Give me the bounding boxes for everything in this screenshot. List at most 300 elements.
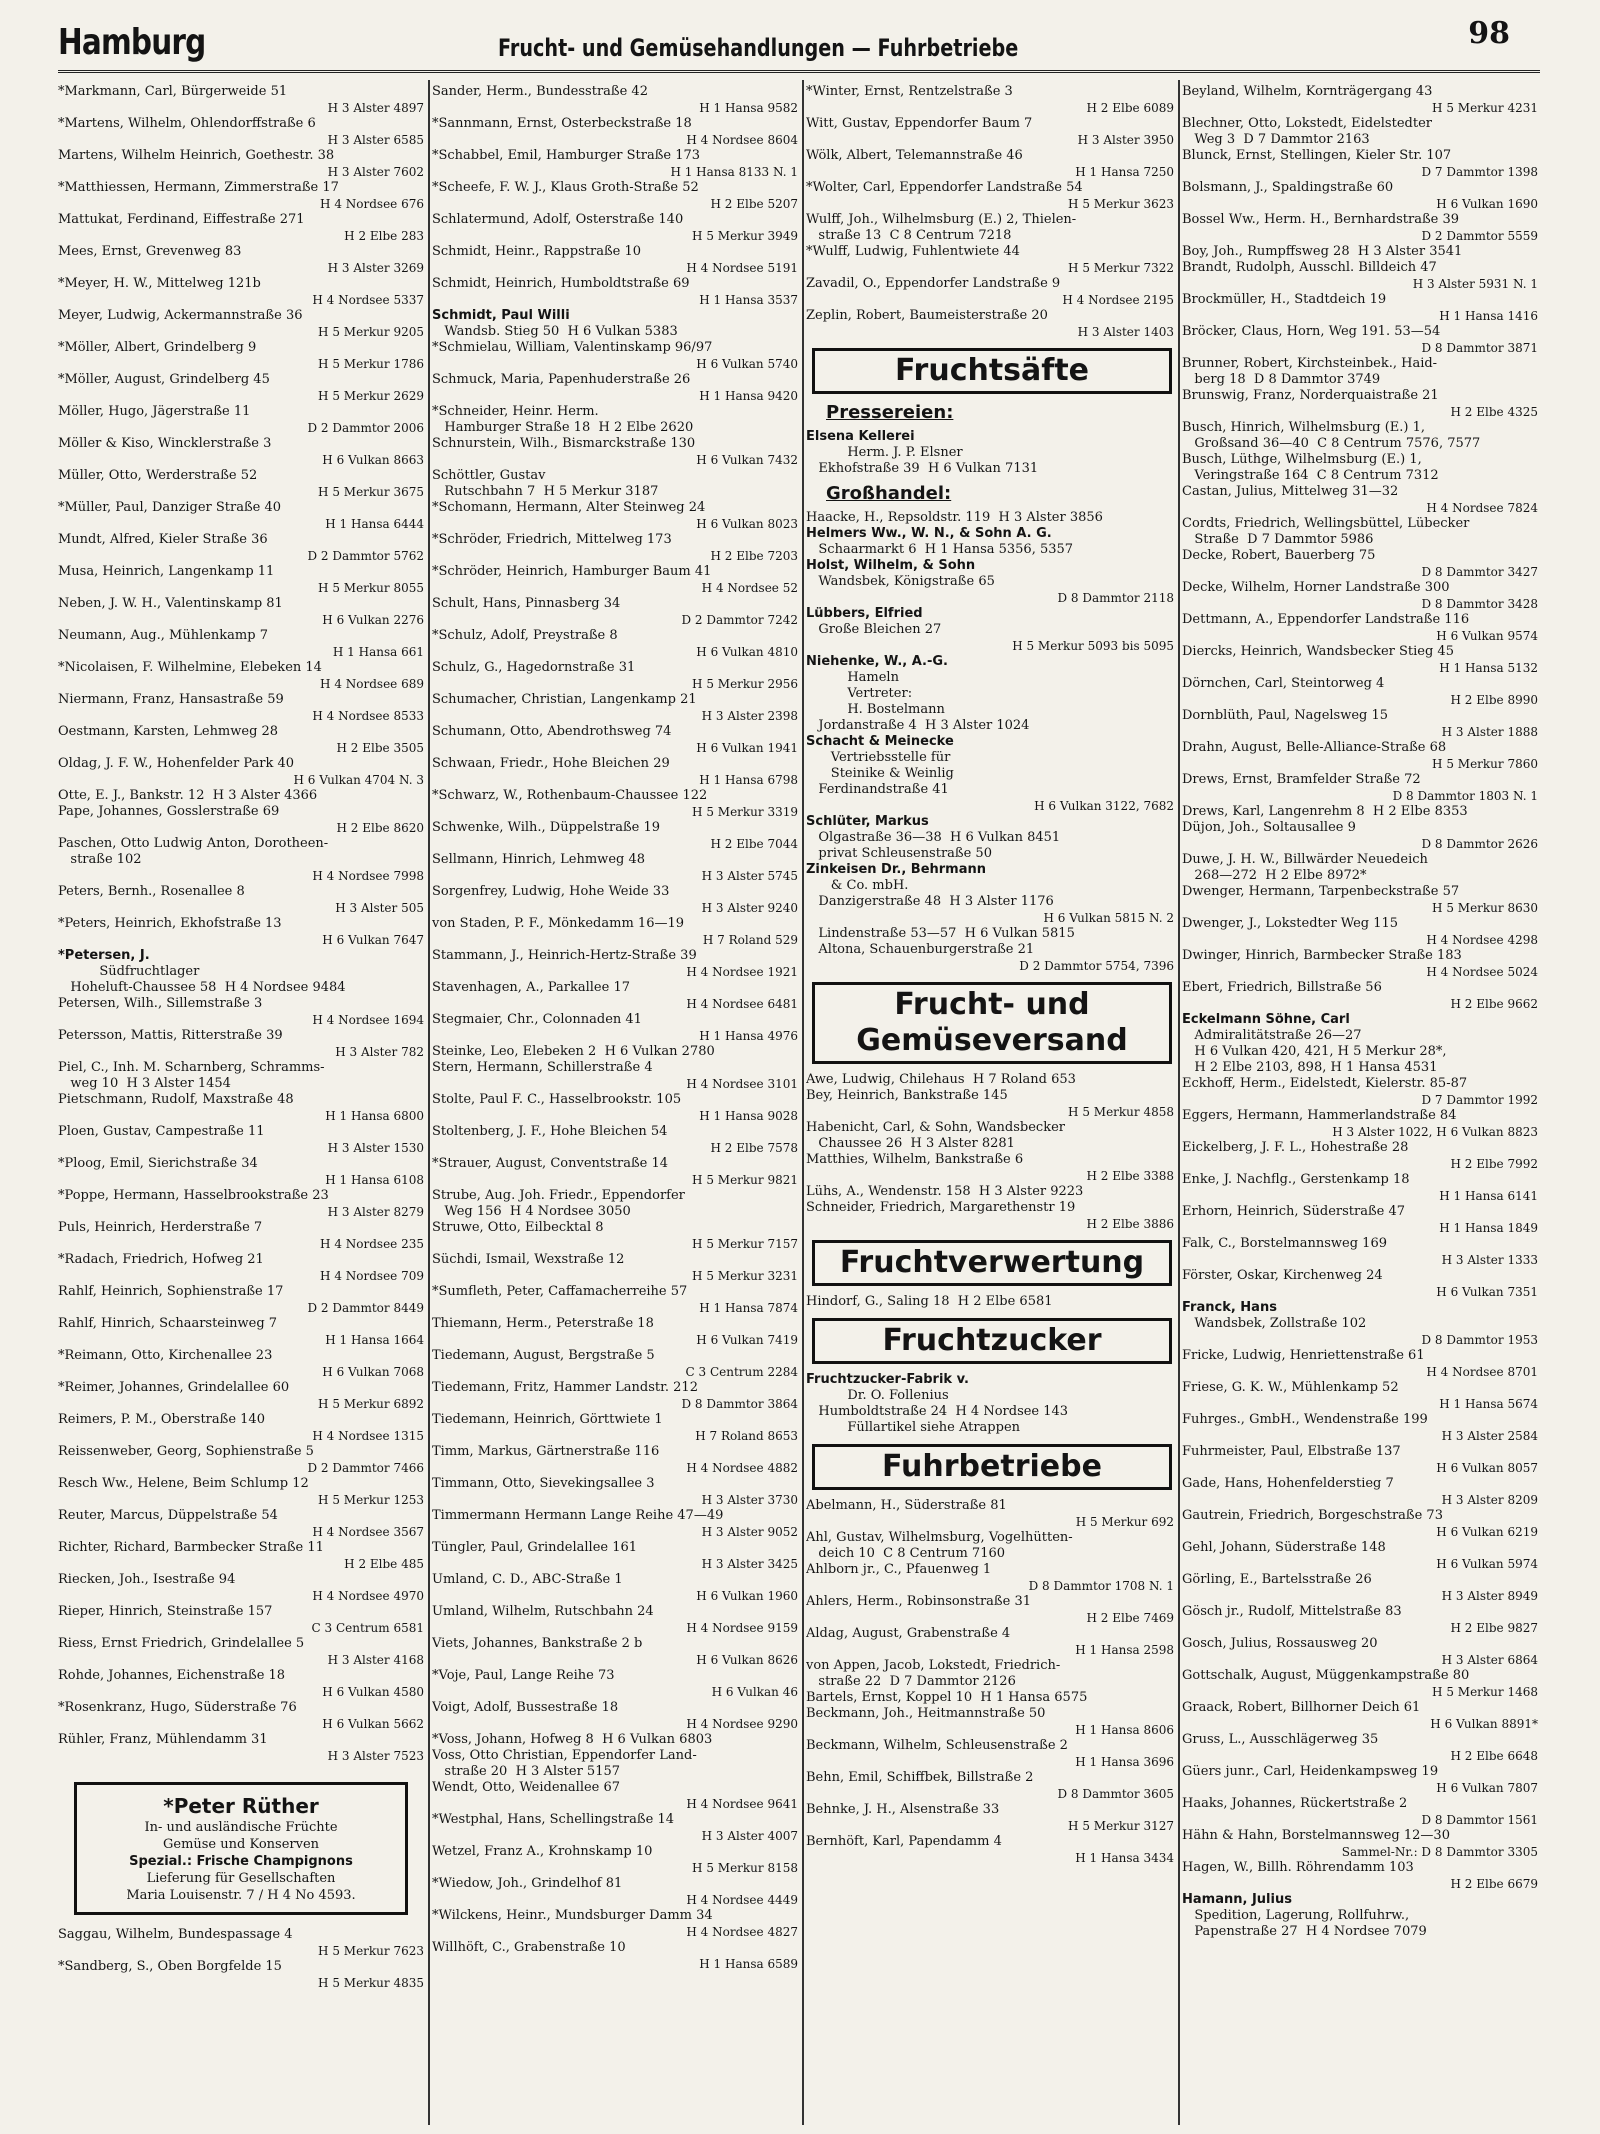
entry-text: Schnurstein, Wilh., Bismarckstraße 130: [432, 436, 696, 451]
entry-text: *Schabbel, Emil, Hamburger Straße 173: [432, 148, 701, 163]
directory-entry: [806, 1562, 1178, 1594]
directory-entry: [1182, 1268, 1542, 1300]
entry-text: Umland, Wilhelm, Rutschbahn 24: [432, 1604, 654, 1619]
entry-text: Altona, Schauenburgerstraße 21: [806, 942, 1035, 957]
directory-entry: [432, 1444, 802, 1476]
entry-phone: H 5 Merkur 2956: [692, 677, 798, 691]
entry-phone: H 4 Nordsee 1921: [686, 965, 798, 979]
entry-text: Wulff, Joh., Wilhelmsburg (E.) 2, Thielen-: [806, 212, 1077, 227]
entry-phone: H 4 Nordsee 3101: [686, 1077, 798, 1091]
entry-text: Resch Ww., Helene, Beim Schlump 12: [58, 1476, 309, 1491]
directory-entry: [432, 1044, 802, 1060]
directory-entry: [1182, 1076, 1542, 1108]
entry-text: Blechner, Otto, Lokstedt, Eidelstedter: [1182, 116, 1432, 131]
entry-phone: H 6 Vulkan 8057: [1436, 1461, 1538, 1475]
subheading-grosshandel: Großhandel:: [826, 483, 952, 504]
entry-phone: H 4 Nordsee 9641: [686, 1797, 798, 1811]
entry-text: Schmidt, Paul Willi: [432, 308, 570, 323]
entry-phone: H 2 Elbe 6679: [1450, 1877, 1538, 1891]
entry-phone: H 1 Hansa 6444: [325, 517, 424, 531]
directory-entry: [432, 372, 802, 404]
directory-entry: [58, 1348, 428, 1380]
entry-text: Wetzel, Franz A., Krohnskamp 10: [432, 1844, 653, 1859]
directory-entry: [432, 116, 802, 148]
directory-entry: [806, 1420, 1178, 1436]
entry-text: Bernhöft, Karl, Papendamm 4: [806, 1834, 1002, 1849]
directory-entry: [58, 1508, 428, 1540]
directory-entry: [806, 180, 1178, 212]
directory-entry: [1182, 436, 1542, 452]
directory-entry: [806, 212, 1178, 228]
entry-text: Timmann, Otto, Sievekingsallee 3: [432, 1476, 655, 1491]
entry-phone: H 3 Alster 9052: [701, 1525, 798, 1539]
entry-phone: H 6 Vulkan 1690: [1436, 197, 1538, 211]
directory-entry: [432, 852, 802, 884]
entry-text: Thiemann, Herm., Peterstraße 18: [432, 1316, 654, 1331]
directory-entry: [1182, 1380, 1542, 1412]
entry-phone: C 3 Centrum 6581: [311, 1621, 424, 1635]
entry-text: *Winter, Ernst, Rentzelstraße 3: [806, 84, 1013, 99]
entry-phone: D 8 Dammtor 1803 N. 1: [1392, 789, 1538, 803]
entry-text: Gautrein, Friedrich, Borgeschstraße 73: [1182, 1508, 1443, 1523]
directory-entry: [1182, 548, 1542, 580]
directory-entry: [1182, 612, 1542, 644]
directory-entry: [58, 1060, 428, 1076]
directory-entry: [1182, 1300, 1542, 1316]
entry-text: deich 10 C 8 Centrum 7160: [806, 1546, 1006, 1561]
entry-phone: Sammel-Nr.: D 8 Dammtor 3305: [1341, 1845, 1538, 1859]
entry-phone: H 3 Alster 782: [335, 1045, 424, 1059]
entry-text: Eckhoff, Herm., Eidelstedt, Kielerstr. 85-87: [1182, 1076, 1468, 1091]
entry-text: Diercks, Heinrich, Wandsbecker Stieg 45: [1182, 644, 1454, 659]
entry-text: Beyland, Wilhelm, Kornträgergang 43: [1182, 84, 1433, 99]
entry-text: Förster, Oskar, Kirchenweg 24: [1182, 1268, 1383, 1283]
entry-phone: H 4 Nordsee 9159: [686, 1621, 798, 1635]
entry-phone: H 1 Hansa 3537: [699, 293, 798, 307]
directory-entry: [58, 1732, 428, 1764]
directory-entry: [432, 980, 802, 1012]
directory-entry: [1182, 1108, 1542, 1140]
entry-text: *Markmann, Carl, Bürgerweide 51: [58, 84, 288, 99]
advert-line: Maria Louisenstr. 7 / H 4 No 4593.: [126, 1888, 356, 1903]
entry-phone: H 4 Nordsee 5337: [312, 293, 424, 307]
entry-text: Timmermann Hermann Lange Reihe 47—49: [432, 1508, 724, 1523]
directory-entry: [806, 1706, 1178, 1738]
entry-phone: H 5 Merkur 3675: [318, 485, 424, 499]
entry-text: Richter, Richard, Barmbecker Straße 11: [58, 1540, 324, 1555]
entry-phone: H 6 Vulkan 3122, 7682: [1034, 799, 1174, 813]
directory-entry: [58, 1220, 428, 1252]
directory-entry: [432, 180, 802, 212]
directory-entry: [58, 1316, 428, 1348]
directory-entry: [1182, 484, 1542, 516]
directory-entry: [1182, 1636, 1542, 1668]
directory-entry: [432, 596, 802, 628]
entry-phone: H 2 Elbe 7469: [1086, 1611, 1174, 1625]
entry-text: Stavenhagen, A., Parkallee 17: [432, 980, 630, 995]
entry-text: Puls, Heinrich, Herderstraße 7: [58, 1220, 263, 1235]
directory-entry: [806, 558, 1178, 574]
entry-text: Steinike & Weinlig: [806, 766, 954, 781]
entry-text: Oestmann, Karsten, Lehmweg 28: [58, 724, 279, 739]
entry-text: Stern, Hermann, Schillerstraße 4: [432, 1060, 653, 1075]
directory-entry: [806, 574, 1178, 606]
directory-entry: [806, 926, 1178, 942]
entry-text: *Wilckens, Heinr., Mundsburger Damm 34: [432, 1908, 713, 1923]
directory-entry: [432, 1572, 802, 1604]
entry-text: Neumann, Aug., Mühlenkamp 7: [58, 628, 268, 643]
advert-line: Gemüse und Konserven: [162, 1837, 320, 1852]
entry-text: Tüngler, Paul, Grindelallee 161: [432, 1540, 638, 1555]
entry-text: Boy, Joh., Rumpffsweg 28 H 3 Alster 3541: [1182, 244, 1463, 259]
directory-entry: [806, 750, 1178, 766]
directory-entry: [1182, 292, 1542, 324]
entry-phone: H 1 Hansa 5132: [1439, 661, 1538, 675]
entry-text: *Radach, Friedrich, Hofweg 21: [58, 1252, 264, 1267]
directory-entry: [1182, 372, 1542, 388]
entry-phone: H 2 Elbe 7203: [710, 549, 798, 563]
directory-entry: [1182, 1316, 1542, 1348]
entry-phone: H 4 Nordsee 3567: [312, 1525, 424, 1539]
entry-phone: H 2 Elbe 9827: [1450, 1621, 1538, 1635]
directory-entry: [432, 468, 802, 484]
entry-text: *Wiedow, Joh., Grindelhof 81: [432, 1876, 623, 1891]
entry-text: *Schröder, Heinrich, Hamburger Baum 41: [432, 564, 712, 579]
entry-phone: H 2 Elbe 3505: [336, 741, 424, 755]
entry-text: Cordts, Friedrich, Wellingsbüttel, Lübecker: [1182, 516, 1470, 531]
directory-entry: [58, 852, 428, 884]
entry-text: Petersson, Mattis, Ritterstraße 39: [58, 1028, 283, 1043]
directory-entry: [58, 468, 428, 500]
entry-phone: H 3 Alster 6585: [327, 133, 424, 147]
entry-text: *Sannmann, Ernst, Osterbeckstraße 18: [432, 116, 692, 131]
entry-text: Möller & Kiso, Wincklerstraße 3: [58, 436, 272, 451]
entry-phone: H 2 Elbe 3388: [1086, 1169, 1174, 1183]
entry-phone: H 7 Roland 8653: [695, 1429, 798, 1443]
entry-phone: H 2 Elbe 9662: [1450, 997, 1538, 1011]
directory-entry: [806, 445, 1178, 461]
entry-text: Schmidt, Heinr., Rappstraße 10: [432, 244, 641, 259]
directory-entry: [1182, 868, 1542, 884]
entry-text: weg 10 H 3 Alster 1454: [58, 1076, 231, 1091]
entry-phone: H 5 Merkur 7623: [318, 1944, 424, 1958]
entry-text: Witt, Gustav, Eppendorfer Baum 7: [806, 116, 1033, 131]
directory-entry: [1182, 244, 1542, 260]
entry-text: Tiedemann, Fritz, Hammer Landstr. 212: [432, 1380, 698, 1395]
directory-entry: [432, 500, 802, 532]
entry-phone: H 3 Alster 1403: [1077, 325, 1174, 339]
entry-text: berg 18 D 8 Dammtor 3749: [1182, 372, 1381, 387]
column-rule: [802, 80, 804, 2125]
entry-phone: H 5 Merkur 4835: [318, 1976, 424, 1990]
directory-entry: [58, 212, 428, 244]
directory-entry: [806, 1088, 1178, 1120]
entry-text: *Schwarz, W., Rothenbaum-Chaussee 122: [432, 788, 708, 803]
entry-text: Ploen, Gustav, Campestraße 11: [58, 1124, 265, 1139]
directory-entry: [806, 542, 1178, 558]
directory-entry: [1182, 1924, 1542, 1940]
directory-entry: [432, 276, 802, 308]
entry-text: Reissenweber, Georg, Sophienstraße 5: [58, 1444, 314, 1459]
column-1: [58, 84, 428, 2124]
entry-text: Busch, Lüthge, Wilhelmsburg (E.) 1,: [1182, 452, 1422, 467]
entry-phone: H 5 Merkur 2629: [318, 389, 424, 403]
directory-entry: [58, 836, 428, 852]
entry-phone: H 1 Hansa 3696: [1075, 1755, 1174, 1769]
entry-text: Danzigerstraße 48 H 3 Alster 1176: [806, 894, 1054, 909]
entry-text: Elsena Kellerei: [806, 429, 915, 444]
directory-entry: [806, 1388, 1178, 1404]
directory-entry: [1182, 1044, 1542, 1060]
directory-entry: [1182, 1828, 1542, 1860]
entry-phone: H 6 Vulkan 1941: [696, 741, 798, 755]
directory-entry: [806, 878, 1178, 894]
entry-text: Gehl, Johann, Süderstraße 148: [1182, 1540, 1386, 1555]
entry-phone: H 4 Nordsee 7998: [312, 869, 424, 883]
directory-entry: [806, 670, 1178, 686]
entry-phone: H 2 Elbe 3886: [1086, 1217, 1174, 1231]
entry-text: Großsand 36—40 C 8 Centrum 7576, 7577: [1182, 436, 1481, 451]
directory-entry: [432, 1780, 802, 1812]
entry-text: *Voss, Johann, Hofweg 8 H 6 Vulkan 6803: [432, 1732, 713, 1747]
entry-text: Vertreter:: [806, 686, 913, 701]
directory-entry: [1182, 1012, 1542, 1028]
entry-text: *Westphal, Hans, Schellingstraße 14: [432, 1812, 674, 1827]
directory-entry: [432, 1204, 802, 1220]
entry-phone: H 6 Vulkan 5662: [322, 1717, 424, 1731]
directory-entry: [1182, 132, 1542, 148]
entry-text: straße 20 H 3 Alster 5157: [432, 1764, 621, 1779]
directory-entry: [58, 1572, 428, 1604]
entry-text: Zinkeisen Dr., Behrmann: [806, 862, 987, 877]
entry-phone: H 2 Elbe 7992: [1450, 1157, 1538, 1171]
directory-entry: [432, 212, 802, 244]
entry-phone: D 2 Dammtor 7466: [307, 1461, 424, 1475]
entry-phone: H 4 Nordsee 7824: [1426, 501, 1538, 515]
directory-entry: [806, 894, 1178, 910]
directory-entry: [58, 1700, 428, 1732]
entry-text: Sorgenfrey, Ludwig, Hohe Weide 33: [432, 884, 670, 899]
directory-entry: [1182, 452, 1542, 468]
entry-phone: H 1 Hansa 8606: [1075, 1723, 1174, 1737]
directory-entry: [1182, 1476, 1542, 1508]
entry-text: Falk, C., Borstelmannsweg 169: [1182, 1236, 1387, 1251]
entry-text: Olgastraße 36—38 H 6 Vulkan 8451: [806, 830, 1061, 845]
entry-text: *Peters, Heinrich, Ekhofstraße 13: [58, 916, 282, 931]
entry-text: *Sumfleth, Peter, Caffamacherreihe 57: [432, 1284, 688, 1299]
entry-text: Güers junr., Carl, Heidenkampsweg 19: [1182, 1764, 1439, 1779]
entry-text: Schwaan, Friedr., Hohe Bleichen 29: [432, 756, 670, 771]
entry-phone: H 1 Hansa 1849: [1439, 1221, 1538, 1235]
entry-text: *Matthiessen, Hermann, Zimmerstraße 17: [58, 180, 339, 195]
entry-text: Ekhofstraße 39 H 6 Vulkan 7131: [806, 461, 1039, 476]
directory-entry: [432, 1252, 802, 1284]
directory-entry: [58, 756, 428, 788]
directory-entry: [58, 980, 428, 996]
directory-entry: [806, 429, 1178, 445]
directory-entry: [1182, 356, 1542, 372]
entry-phone: H 1 Hansa 9582: [699, 101, 798, 115]
entry-text: *Müller, Paul, Danziger Straße 40: [58, 500, 282, 515]
entry-phone: H 6 Vulkan 4580: [322, 1685, 424, 1699]
directory-entry: [432, 148, 802, 180]
entry-phone: H 4 Nordsee 235: [320, 1237, 424, 1251]
entry-text: *Möller, August, Grindelberg 45: [58, 372, 270, 387]
entry-phone: H 4 Nordsee 1315: [312, 1429, 424, 1443]
entry-phone: H 3 Alster 8209: [1441, 1493, 1538, 1507]
directory-entry: [806, 1184, 1178, 1200]
entry-phone: H 6 Vulkan 6219: [1436, 1525, 1538, 1539]
entry-text: Musa, Heinrich, Langenkamp 11: [58, 564, 275, 579]
entry-text: *Wolter, Carl, Eppendorfer Landstraße 54: [806, 180, 1083, 195]
directory-entry: [432, 564, 802, 596]
entry-phone: H 4 Nordsee 4970: [312, 1589, 424, 1603]
entry-text: Decke, Wilhelm, Horner Landstraße 300: [1182, 580, 1450, 595]
directory-entry: [432, 1156, 802, 1188]
entry-phone: H 3 Alster 8279: [327, 1205, 424, 1219]
entry-text: Castan, Julius, Mittelweg 31—32: [1182, 484, 1399, 499]
directory-entry: [432, 340, 802, 372]
entry-phone: H 5 Merkur 3231: [692, 1269, 798, 1283]
directory-entry: [806, 766, 1178, 782]
entry-text: Ahlers, Herm., Robinsonstraße 31: [806, 1594, 1031, 1609]
entry-text: Wendt, Otto, Weidenallee 67: [432, 1780, 621, 1795]
entry-text: Meyer, Ludwig, Ackermannstraße 36: [58, 308, 303, 323]
directory-entry: [432, 436, 802, 468]
heading-fruchtsaefte: Fruchtsäfte: [812, 348, 1172, 394]
directory-entry: [1182, 1444, 1542, 1476]
directory-entry: [432, 1284, 802, 1316]
entry-text: Zavadil, O., Eppendorfer Landstraße 9: [806, 276, 1061, 291]
directory-entry: [58, 964, 428, 980]
entry-text: Lindenstraße 53—57 H 6 Vulkan 5815: [806, 926, 1075, 941]
entry-text: Vertriebsstelle für: [806, 750, 951, 765]
entry-phone: H 1 Hansa 2598: [1075, 1643, 1174, 1657]
directory-entry: [58, 532, 428, 564]
directory-entry: [806, 1120, 1178, 1136]
entry-phone: H 3 Alster 505: [335, 901, 424, 915]
directory-entry: [58, 404, 428, 436]
directory-entry: [58, 116, 428, 148]
entry-text: Gade, Hans, Hohenfelderstieg 7: [1182, 1476, 1394, 1491]
entry-text: Schumann, Otto, Abendrothsweg 74: [432, 724, 672, 739]
entry-phone: H 2 Elbe 7578: [710, 1141, 798, 1155]
entry-text: Rutschbahn 7 H 5 Merkur 3187: [432, 484, 659, 499]
entry-phone: D 8 Dammtor 3864: [681, 1397, 798, 1411]
directory-entry: [1182, 180, 1542, 212]
directory-entry: [58, 180, 428, 212]
entry-text: Otte, E. J., Bankstr. 12 H 3 Alster 4366: [58, 788, 318, 803]
entry-phone: H 2 Elbe 485: [344, 1557, 424, 1571]
entry-phone: H 6 Vulkan 4810: [696, 645, 798, 659]
entry-text: Schulz, G., Hagedornstraße 31: [432, 660, 636, 675]
entry-text: Zeplin, Robert, Baumeisterstraße 20: [806, 308, 1048, 323]
entry-text: Humboldtstraße 24 H 4 Nordsee 143: [806, 1404, 1069, 1419]
entry-text: Schumacher, Christian, Langenkamp 21: [432, 692, 697, 707]
entry-phone: H 2 Elbe 5207: [710, 197, 798, 211]
entry-text: Graack, Robert, Billhorner Deich 61: [1182, 1700, 1421, 1715]
entry-text: Dwinger, Hinrich, Barmbecker Straße 183: [1182, 948, 1462, 963]
entry-phone: H 2 Elbe 6089: [1086, 101, 1174, 115]
heading-versand: Frucht- und Gemüseversand: [812, 982, 1172, 1064]
entry-phone: H 5 Merkur 7322: [1068, 261, 1174, 275]
directory-entry: [432, 756, 802, 788]
entry-phone: H 1 Hansa 6589: [699, 1957, 798, 1971]
entry-phone: H 2 Elbe 4325: [1450, 405, 1538, 419]
entry-text: Gottschalk, August, Müggenkampstraße 80: [1182, 1668, 1470, 1683]
entry-text: Decke, Robert, Bauerberg 75: [1182, 548, 1376, 563]
entry-phone: H 6 Vulkan 5974: [1436, 1557, 1538, 1571]
directory-entry: [432, 1732, 802, 1748]
directory-entry: [1182, 116, 1542, 132]
entry-phone: H 1 Hansa 9420: [699, 389, 798, 403]
directory-entry: [806, 1594, 1178, 1626]
entry-text: Sander, Herm., Bundesstraße 42: [432, 84, 648, 99]
entry-text: *Nicolaisen, F. Wilhelmine, Elebeken 14: [58, 660, 322, 675]
directory-entry: [58, 916, 428, 948]
directory-entry: [806, 526, 1178, 542]
directory-entry: [1182, 532, 1542, 548]
entry-phone: H 6 Vulkan 4704 N. 3: [293, 773, 424, 787]
entry-text: Viets, Johannes, Bankstraße 2 b: [432, 1636, 643, 1651]
entry-text: Gösch jr., Rudolf, Mittelstraße 83: [1182, 1604, 1402, 1619]
entry-text: Stolte, Paul F. C., Hasselbrookstr. 105: [432, 1092, 682, 1107]
entry-text: Dettmann, A., Eppendorfer Landstraße 116: [1182, 612, 1470, 627]
entry-phone: D 2 Dammtor 8449: [307, 1301, 424, 1315]
peter-ruether-advert: [74, 1782, 408, 1915]
entry-text: Haacke, H., Repsoldstr. 119 H 3 Alster 3856: [806, 510, 1103, 525]
entry-text: H. Bostelmann: [806, 702, 945, 717]
directory-entry: [432, 916, 802, 948]
entry-phone: H 1 Hansa 7874: [699, 1301, 798, 1315]
entry-text: *Schulz, Adolf, Preystraße 8: [432, 628, 618, 643]
entry-text: *Poppe, Hermann, Hasselbrookstraße 23: [58, 1188, 329, 1203]
entry-text: Niermann, Franz, Hansastraße 59: [58, 692, 284, 707]
directory-entry: [58, 1284, 428, 1316]
directory-entry: [1182, 1172, 1542, 1204]
entry-text: Herm. J. P. Elsner: [806, 445, 963, 460]
entry-text: Behnke, J. H., Alsenstraße 33: [806, 1802, 1000, 1817]
entry-phone: D 2 Dammtor 2006: [307, 421, 424, 435]
directory-entry: [432, 244, 802, 276]
entry-phone: H 6 Vulkan 7807: [1436, 1781, 1538, 1795]
entry-text: Pape, Johannes, Gosslerstraße 69: [58, 804, 280, 819]
entry-text: Rühler, Franz, Mühlendamm 31: [58, 1732, 268, 1747]
entry-text: Reimers, P. M., Oberstraße 140: [58, 1412, 265, 1427]
entry-phone: H 4 Nordsee 9290: [686, 1717, 798, 1731]
directory-entry: [58, 1604, 428, 1636]
directory-entry: [1182, 260, 1542, 292]
entry-text: Brunner, Robert, Kirchsteinbek., Haid-: [1182, 356, 1438, 371]
entry-phone: H 6 Vulkan 8023: [696, 517, 798, 531]
entry-phone: H 2 Elbe 283: [344, 229, 424, 243]
section-title: Frucht- und Gemüsehandlungen — Fuhrbetriebe: [498, 34, 1019, 62]
directory-entry: [432, 820, 802, 852]
entry-phone: H 1 Hansa 4976: [699, 1029, 798, 1043]
directory-entry: [806, 1690, 1178, 1706]
directory-entry: [1182, 676, 1542, 708]
directory-entry: [806, 244, 1178, 276]
directory-entry: [806, 814, 1178, 830]
directory-entry: [806, 718, 1178, 734]
entry-text: Beckmann, Joh., Heitmannstraße 50: [806, 1706, 1046, 1721]
entry-phone: H 1 Hansa 1416: [1439, 309, 1538, 323]
directory-entry: [432, 1748, 802, 1764]
entry-text: Blunck, Ernst, Stellingen, Kieler Str. 107: [1182, 148, 1452, 163]
entry-phone: D 7 Dammtor 1992: [1421, 1093, 1538, 1107]
directory-entry: [432, 84, 802, 116]
entry-phone: H 5 Merkur 9821: [692, 1173, 798, 1187]
